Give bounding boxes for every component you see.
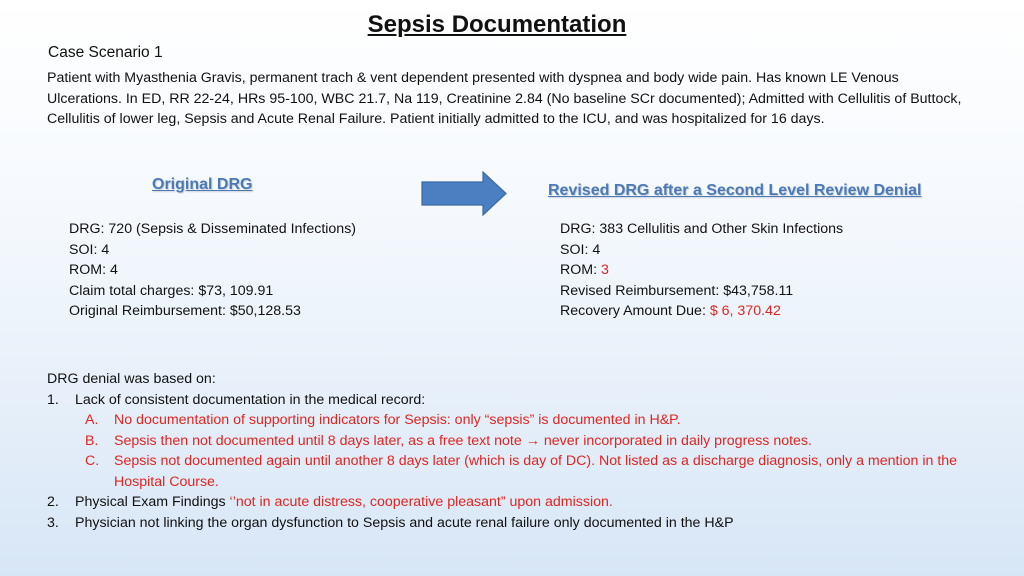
denial-item-1: [47, 390, 987, 411]
original-drg-details: [69, 219, 356, 322]
page-title: Sepsis Documentation: [367, 11, 627, 38]
right-arrow-icon: [421, 171, 507, 216]
denial-item-3-text: Physician not linking the organ dysfunction to Sepsis and acute renal failure only documented in the H&P: [75, 514, 734, 531]
denial-intro: DRG denial was based on:: [47, 371, 216, 387]
original-soi: SOI: 4: [69, 241, 110, 258]
revised-rom: [560, 260, 843, 281]
revised-soi: SOI: 4: [560, 241, 601, 258]
revised-drg-details: [560, 219, 843, 322]
denial-subitem-a: [47, 410, 987, 431]
revised-rom-label: ROM:: [560, 262, 601, 278]
revised-drg-heading: Revised DRG after a Second Level Review Denial: [548, 182, 922, 199]
denial-basis: [47, 369, 987, 533]
subitem-letter: A.: [85, 412, 99, 428]
recovery-amount-value: $ 6, 370.42: [709, 303, 781, 319]
denial-item-3: [47, 513, 987, 534]
claim-total-charges: Claim total charges: $73, 109.91: [69, 282, 274, 299]
original-drg-code: DRG: 720 (Sepsis & Disseminated Infections): [69, 221, 357, 237]
denial-item-2-text: [47, 492, 987, 513]
subitem-letter: C.: [85, 453, 100, 469]
subitem-b-text-before: Sepsis then not documented until 8 days later, as a free text note: [114, 432, 526, 449]
subitem-b-text-after: never incorporated in daily progress notes.: [539, 432, 812, 449]
item-number: 1.: [47, 391, 59, 408]
subitem-letter: B.: [85, 432, 99, 449]
denial-item-2: [47, 492, 987, 513]
revised-rom-value: 3: [600, 262, 609, 278]
denial-subitem-b: [47, 431, 987, 452]
case-scenario-label: Case Scenario 1: [48, 44, 163, 61]
original-drg-heading: Original DRG: [152, 176, 253, 193]
denial-subitem-a-text: No documentation of supporting indicators for Sepsis: only “sepsis” is documented in H&P.: [114, 412, 681, 428]
recovery-amount-label: Recovery Amount Due:: [560, 303, 710, 319]
arrow-right-icon: →: [525, 432, 540, 449]
denial-item-2-label: Physical Exam Findings: [75, 494, 230, 510]
original-reimbursement: Original Reimbursement: $50,128.53: [69, 303, 301, 319]
revised-reimbursement: Revised Reimbursement: $43,758.11: [560, 282, 794, 299]
denial-item-2-quote: ‘’not in acute distress, cooperative pleasant” upon admission.: [229, 494, 613, 510]
denial-subitem-c-text: Sepsis not documented again until another 8 days later (which is day of DC). Not listed as a discharge diagnosis, only a mention in the Hospital Course.: [114, 453, 958, 490]
revised-drg-code: DRG: 383 Cellulitis and Other Skin Infections: [560, 221, 844, 237]
original-rom: ROM: 4: [69, 262, 118, 278]
denial-subitem-b-text: [114, 431, 987, 452]
item-number: 3.: [47, 514, 59, 531]
item-number: 2.: [47, 494, 59, 510]
case-scenario-description: Patient with Myasthenia Gravis, permanent trach & vent dependent presented with dyspnea and body wide pain. Has known LE Venous Ulcerations. In ED, RR 22-24, HRs 95-100, WBC 21.7, Na 119, Creatinine 2.84 (No baseline SCr documented); Admitted with Cellulitis of Buttock, Cellulitis of lower leg, Sepsis and Acute Renal Failure. Patient initially admitted to the ICU, and was hospitalized for 16 days.: [47, 70, 962, 127]
recovery-amount: [560, 301, 843, 322]
denial-item-1-text: Lack of consistent documentation in the medical record:: [75, 391, 426, 408]
denial-subitem-c: [47, 451, 987, 492]
